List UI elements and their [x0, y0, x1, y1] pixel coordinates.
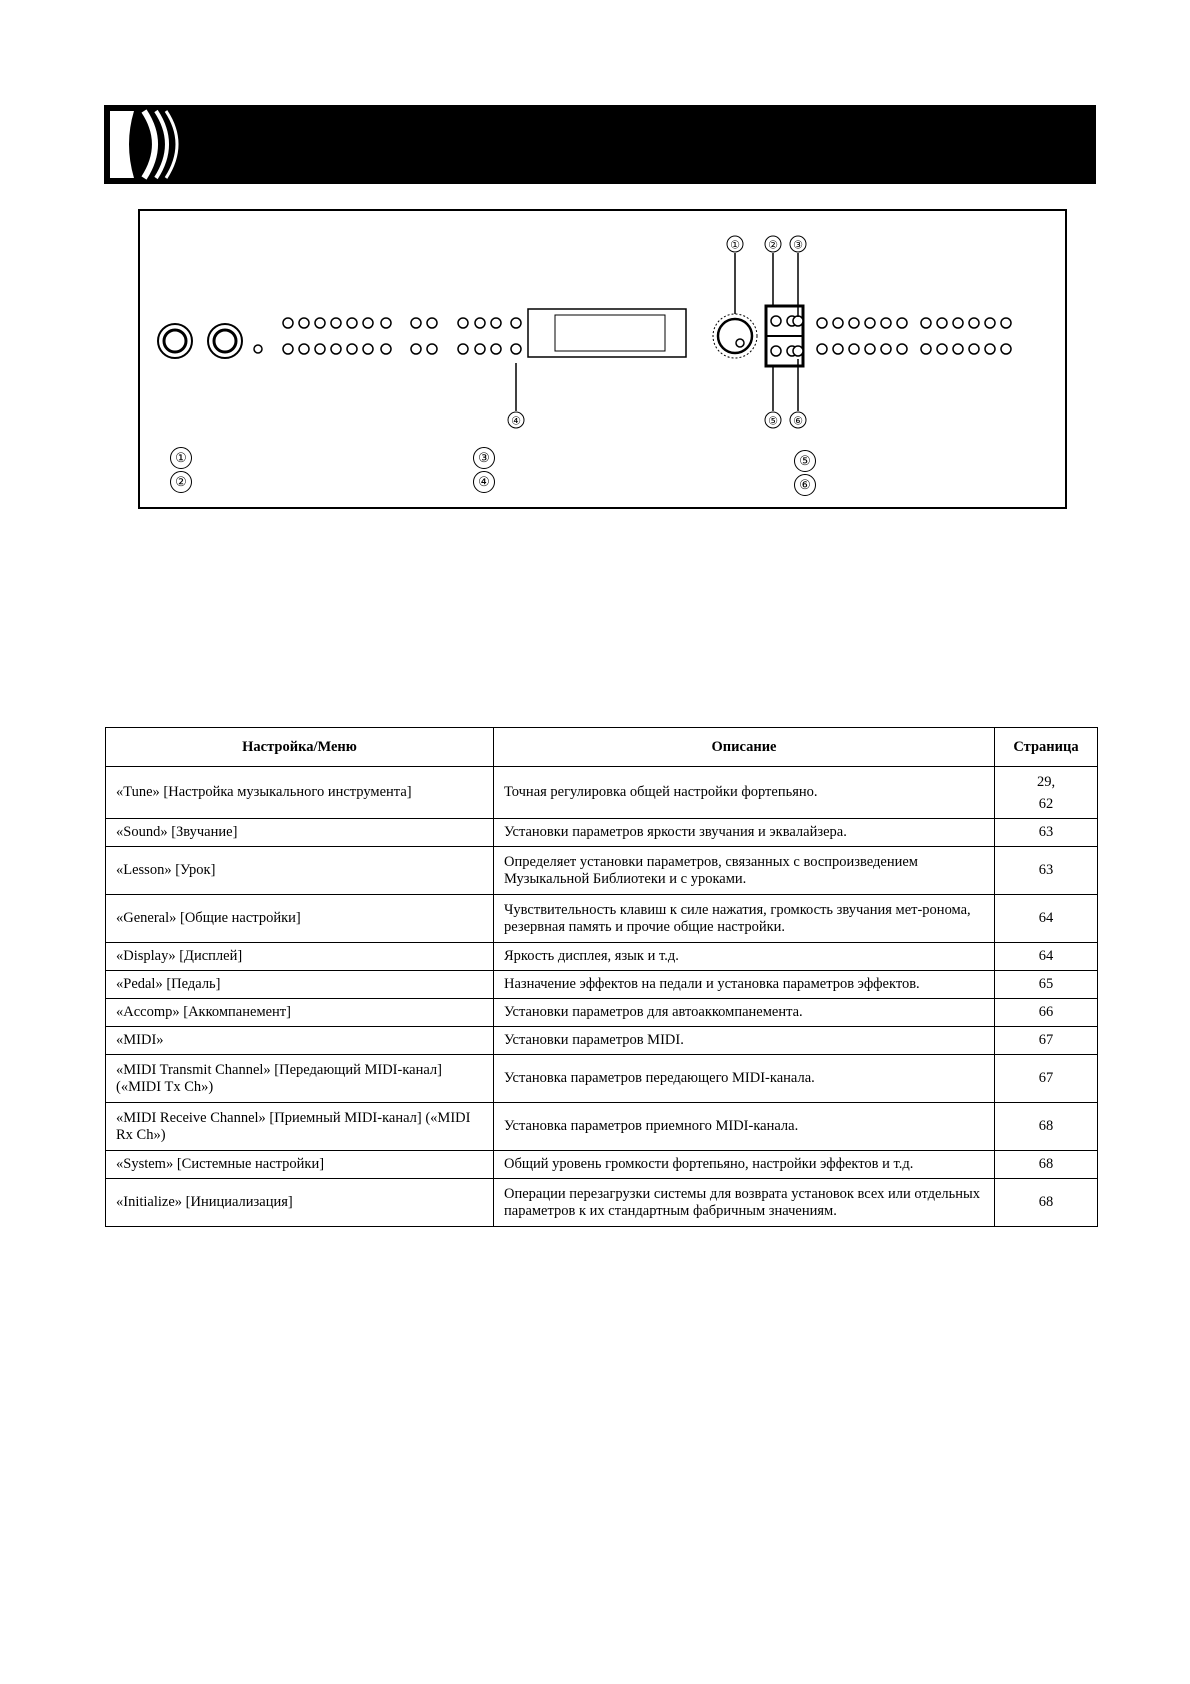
panel-button: [1001, 344, 1011, 354]
page-number: 68: [995, 1103, 1098, 1151]
panel-button: [331, 344, 341, 354]
svg-text:②: ②: [768, 239, 778, 252]
panel-button: [299, 344, 309, 354]
callout-4: [508, 412, 524, 428]
page-number: 68: [995, 1179, 1098, 1227]
setting-description: Установка параметров приемного MIDI-канала.: [494, 1103, 995, 1151]
panel-button: [475, 318, 485, 328]
panel-button: [491, 344, 501, 354]
table-row: [106, 1151, 1098, 1179]
panel-button: [458, 344, 468, 354]
table-row: [106, 847, 1098, 895]
panel-button: [411, 344, 421, 354]
dial-knob: [713, 314, 757, 358]
setting-name: «Tune» [Настройка музыкального инструмента]: [106, 767, 494, 819]
page-number-line: 62: [1038, 795, 1054, 812]
main-volume-knob: [158, 324, 192, 358]
chapter-mark-icon: [104, 105, 194, 184]
setting-description: Установки параметров для автоаккомпанемента.: [494, 999, 995, 1027]
svg-text:⑥: ⑥: [793, 415, 803, 428]
table-row: [106, 1055, 1098, 1103]
setting-description: Назначение эффектов на педали и установка параметров эффектов.: [494, 971, 995, 999]
panel-button: [817, 318, 827, 328]
setting-description: Установка параметров передающего MIDI-канала.: [494, 1055, 995, 1103]
panel-button: [299, 318, 309, 328]
header-setting: Настройка/Меню: [106, 728, 494, 767]
panel-button: [315, 318, 325, 328]
setting-description: Установки параметров яркости звучания и эквалайзера.: [494, 819, 995, 847]
accompaniment-volume-knob: [208, 324, 242, 358]
panel-button: [865, 318, 875, 328]
page-number: 65: [995, 971, 1098, 999]
panel-button: [511, 344, 521, 354]
panel-button: [331, 318, 341, 328]
panel-button: [833, 318, 843, 328]
panel-button: [937, 318, 947, 328]
page-number: 64: [995, 895, 1098, 943]
setting-description: Определяет установки параметров, связанных с воспроизведением Музыкальной Библиотеки и с уроками.: [494, 847, 995, 895]
panel-button: [953, 344, 963, 354]
panel-button: [411, 318, 421, 328]
panel-button: [315, 344, 325, 354]
setting-description: Яркость дисплея, язык и т.д.: [494, 943, 995, 971]
table-row: [106, 971, 1098, 999]
panel-button: [849, 318, 859, 328]
callout-3: [790, 236, 806, 252]
table-row: [106, 999, 1098, 1027]
page-number: 63: [995, 847, 1098, 895]
setting-description: Чувствительность клавиш к силе нажатия, громкость звучания мет-ронома, резервная память и прочие общие настройки.: [494, 895, 995, 943]
panel-button: [921, 344, 931, 354]
table-row: [106, 895, 1098, 943]
panel-button: [771, 316, 781, 326]
panel-button: [381, 318, 391, 328]
table-row: [106, 943, 1098, 971]
legend-marker-5: ⑤: [794, 450, 816, 472]
setting-description: Операции перезагрузки системы для возврата установок всех или отдельных параметров к их стандартным фабричным значениям.: [494, 1179, 995, 1227]
settings-table: [105, 727, 1098, 1227]
callout-2: [765, 236, 781, 252]
setting-description: Точная регулировка общей настройки фортепьяно.: [494, 767, 995, 819]
page-number: 64: [995, 943, 1098, 971]
panel-button: [347, 344, 357, 354]
setting-name: «MIDI Receive Channel» [Приемный MIDI-канал] («MIDI Rx Ch»): [106, 1103, 494, 1151]
callout-6: [790, 412, 806, 428]
panel-button: [381, 344, 391, 354]
panel-button: [817, 344, 827, 354]
panel-button: [283, 344, 293, 354]
setting-name: «General» [Общие настройки]: [106, 895, 494, 943]
panel-button: [363, 318, 373, 328]
header-description: Описание: [494, 728, 995, 767]
setting-name: «Lesson» [Урок]: [106, 847, 494, 895]
setting-name: «Sound» [Звучание]: [106, 819, 494, 847]
panel-button: [491, 318, 501, 328]
setting-name: «Accomp» [Аккомпанемент]: [106, 999, 494, 1027]
control-panel-diagram: [138, 209, 1067, 509]
panel-button: [985, 318, 995, 328]
setting-name: «MIDI»: [106, 1027, 494, 1055]
callout-5: [765, 412, 781, 428]
page-number: 67: [995, 1027, 1098, 1055]
legend-marker-1: ①: [170, 447, 192, 469]
table-row: [106, 767, 1098, 819]
button-group-rhythm: [283, 318, 521, 354]
lcd-display: [528, 309, 686, 357]
panel-button: [283, 318, 293, 328]
svg-text:⑤: ⑤: [768, 415, 778, 428]
panel-button: [511, 318, 521, 328]
panel-button: [833, 344, 843, 354]
panel-button: [969, 318, 979, 328]
panel-button: [793, 316, 803, 326]
control-panel-illustration: [140, 211, 1065, 507]
panel-button: [363, 344, 373, 354]
panel-button: [771, 346, 781, 356]
panel-button: [969, 344, 979, 354]
panel-button: [897, 318, 907, 328]
button-group-right: [771, 316, 1011, 356]
panel-button: [865, 344, 875, 354]
page-number: 67: [995, 1055, 1098, 1103]
panel-button: [897, 344, 907, 354]
table-row: [106, 1103, 1098, 1151]
table-row: [106, 819, 1098, 847]
panel-button: [458, 318, 468, 328]
panel-button: [937, 344, 947, 354]
legend-marker-2: ②: [170, 471, 192, 493]
panel-button: [475, 344, 485, 354]
legend-marker-3: ③: [473, 447, 495, 469]
page-number: 68: [995, 1151, 1098, 1179]
setting-description: Установки параметров MIDI.: [494, 1027, 995, 1055]
setting-description: Общий уровень громкости фортепьяно, настройки эффектов и т.д.: [494, 1151, 995, 1179]
setting-name: «Display» [Дисплей]: [106, 943, 494, 971]
setting-name: «MIDI Transmit Channel» [Передающий MIDI-канал] («MIDI Tx Ch»): [106, 1055, 494, 1103]
chapter-banner: [104, 105, 1096, 184]
panel-button: [881, 344, 891, 354]
header-page: Страница: [995, 728, 1098, 767]
panel-button: [1001, 318, 1011, 328]
panel-button: [881, 318, 891, 328]
page-number: 66: [995, 999, 1098, 1027]
panel-button: [347, 318, 357, 328]
setting-name: «Pedal» [Педаль]: [106, 971, 494, 999]
setting-name: «Initialize» [Инициализация]: [106, 1179, 494, 1227]
panel-button: [427, 344, 437, 354]
panel-button: [427, 318, 437, 328]
panel-button: [953, 318, 963, 328]
svg-text:③: ③: [793, 239, 803, 252]
panel-button: [921, 318, 931, 328]
table-row: [106, 1179, 1098, 1227]
panel-button: [793, 346, 803, 356]
panel-button: [849, 344, 859, 354]
legend-marker-4: ④: [473, 471, 495, 493]
table-row: [106, 1027, 1098, 1055]
panel-button: [985, 344, 995, 354]
setting-name: «System» [Системные настройки]: [106, 1151, 494, 1179]
page-number: 63: [995, 819, 1098, 847]
svg-text:④: ④: [511, 415, 521, 428]
page-number-line: 29,: [1036, 773, 1056, 790]
legend-marker-6: ⑥: [794, 474, 816, 496]
callout-1: [727, 236, 743, 252]
svg-text:①: ①: [730, 239, 740, 252]
page-number: [995, 767, 1098, 819]
table-header-row: [106, 728, 1098, 767]
